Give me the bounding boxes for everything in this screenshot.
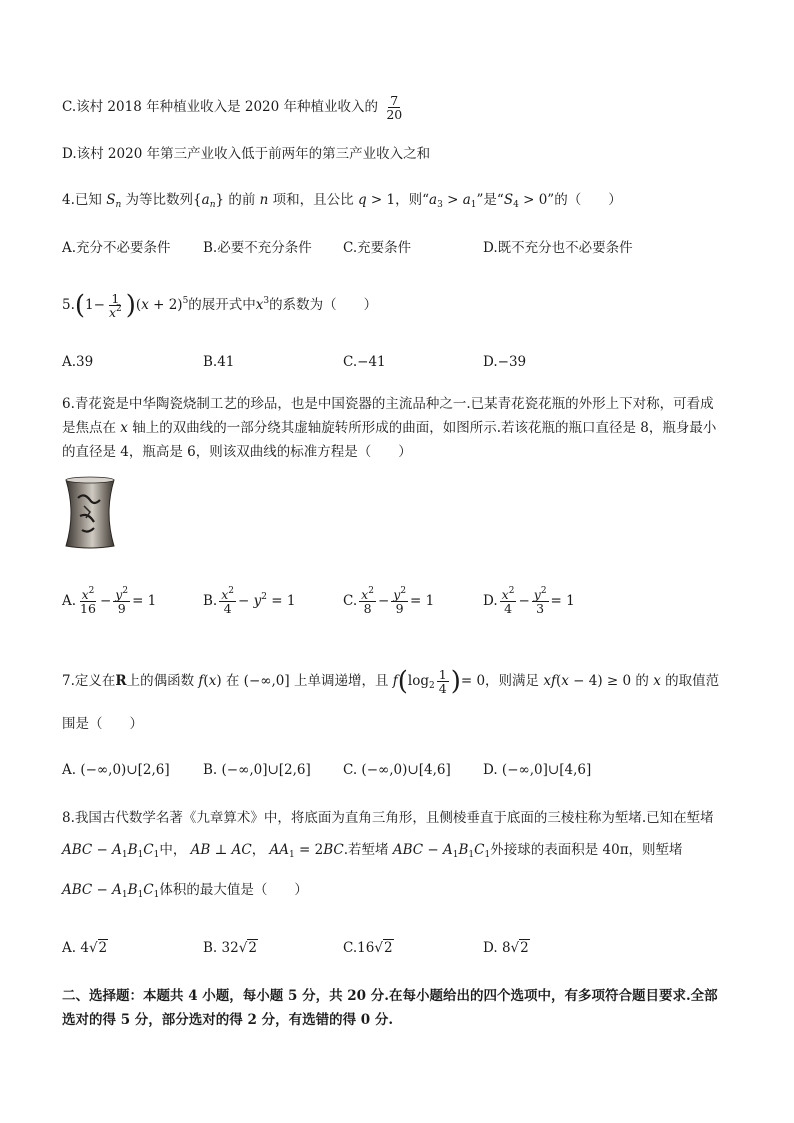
q8-option-a: A. 4√2: [62, 940, 108, 956]
q5-option-a: A.39: [62, 354, 94, 370]
fraction-1-over-x2: $\frac{1}{x^2}$: [108, 291, 122, 320]
q7-option-a: A. (−∞,0)∪[2,6]: [62, 762, 170, 778]
question-4: 4.已知 $S_n$ 为等比数列$\{a_n\}$ 的前 n 项和，且公比 q > 1，则“$a_3 > a_1$”是“$S_4 > 0$”的（ ）: [62, 192, 622, 210]
q4-option-b: B.必要不充分条件: [203, 240, 312, 256]
q7-option-d: D. (−∞,0]∪[4,6]: [483, 762, 592, 778]
q4-option-a: A.充分不必要条件: [62, 240, 171, 256]
q5-option-d: D.−39: [483, 354, 527, 370]
q6-option-b: B. $\frac{x^2}{4}$ − $y^2 = 1$: [203, 586, 296, 616]
question-6-line2: 是焦点在 x 轴上的双曲线的一部分绕其虚轴旋转所形成的曲面，如图所示.若该花瓶的瓶口直径是 8，瓶身最小: [62, 420, 717, 436]
q4-option-d: D.既不充分也不必要条件: [483, 240, 633, 256]
question-6-line1: 6.青花瓷是中华陶瓷烧制工艺的珍品，也是中国瓷器的主流品种之一.已某青花瓷花瓶的外形上下对称，可看成: [62, 396, 714, 412]
section-2-heading-line1: 二、选择题：本题共 4 小题，每小题 5 分，共 20 分.在每小题给出的四个选项中，有多项符合题目要求.全部: [62, 988, 718, 1004]
question-7-line2: 围是（ ）: [62, 716, 143, 732]
q3-option-c: [62, 94, 406, 121]
question-5: 5.(1− $\frac{1}{x^2}$ )$(x + 2)^5$的展开式中$x^3$的系数为（ ）: [62, 290, 378, 321]
section-2-heading-line2: 选对的得 5 分，部分选对的得 2 分，有选错的得 0 分.: [62, 1012, 394, 1028]
q6-option-c: C. $\frac{x^2}{8}$ − $\frac{y^2}{9}$ = 1: [343, 586, 435, 616]
q8-option-c: C.16√2: [343, 940, 393, 956]
fraction-7-20: $\frac{7}{20}$: [386, 93, 403, 122]
q5-option-c: C.−41: [343, 354, 386, 370]
q7-option-b: B. (−∞,0]∪[2,6]: [203, 762, 311, 778]
q5-option-b: B.41: [203, 354, 235, 370]
q6-option-a: A. $\frac{x^2}{16}$ − $\frac{y^2}{9}$ = 1: [62, 586, 157, 616]
question-6-line3: 的直径是 4，瓶高是 6，则该双曲线的标准方程是（ ）: [62, 444, 412, 460]
q8-option-b: B. 32√2: [203, 940, 257, 956]
question-8-line3: ABC − $A_1B_1C_1$体积的最大值是（ ）: [62, 882, 308, 900]
q6-option-d: D. $\frac{x^2}{4}$ − $\frac{y^2}{3}$ = 1: [483, 586, 575, 616]
q8-option-d: D. 8√2: [483, 940, 529, 956]
vase-figure: [64, 476, 116, 550]
question-8-line1: 8.我国古代数学名著《九章算术》中，将底面为直角三角形，且侧棱垂直于底面的三棱柱称为堑堵.已知在堑堵: [62, 810, 714, 826]
question-7-line1: 7.定义在R上的偶函数 f(x) 在 (−∞,0] 上单调递增，且 $f(\log_2$ $\frac{1}{4}$ )= 0，则满足 xf(x − 4) ≥ 0 的 x 的取值范: [62, 666, 720, 697]
q7-option-c: C. (−∞,0)∪[4,6]: [343, 762, 451, 778]
q4-option-c: C.充要条件: [343, 240, 412, 256]
question-8-line2: ABC − $A_1B_1C_1$中， AB ⊥ AC， $AA_1 = 2BC$.若堑堵 ABC − $A_1B_1C_1$外接球的表面积是 40π，则堑堵: [62, 842, 683, 860]
q3-option-c-text: C.该村 2018 年种植业收入是 2020 年种植业收入的: [62, 99, 379, 115]
q3-option-d: D.该村 2020 年第三产业收入低于前两年的第三产业收入之和: [62, 146, 431, 162]
